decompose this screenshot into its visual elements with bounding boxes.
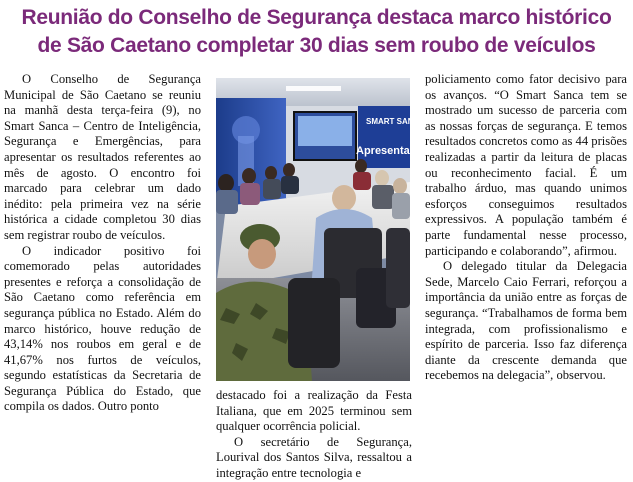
meeting-photo — [216, 78, 426, 381]
article-column-2 — [216, 388, 412, 482]
headline-line-1: Reunião do Conselho de Segurança destaca marco histórico — [21, 6, 612, 29]
paragraph: policiamento como fator decisivo para os avanços. “O Smart Sanca tem se mostrado um sucesso de parceria com as nossas forças de segurança. E temos resultados concretos como as 44 prisões realizadas a partir da leitura de placas ou reconhecimento facial. É um trabalho árduo, mas quando unimos esforços conseguimos resultados expressivos. A população também é parte fundamental nesse processo, participando e colaborando”, afirmou. — [425, 72, 627, 258]
paragraph: O delegado titular da Delegacia Sede, Marcelo Caio Ferrari, reforçou a importância da união entre as forças de segurança. “Trabalhamos de forma bem integrada, com profissionalismo e espírito de parceria. Isso faz diferença diante da crescente demanda que recebemos na delegacia”, observou. — [425, 259, 627, 383]
svg-text:Apresentaç: Apresentaç — [356, 145, 416, 157]
article-column-1 — [4, 72, 201, 415]
article-column-3 — [425, 72, 627, 384]
headline — [0, 4, 633, 60]
paragraph: O secretário de Segurança, Lourival dos Santos Silva, ressaltou a integração entre tecnologia e — [216, 434, 412, 480]
paragraph: O Conselho de Segurança Municipal de São Caetano se reuniu na manhã desta terça-feira (9), no Smart Sanca – Centro de Inteligência, Segurança e Emergências, para apresentar os resultados referentes ao mês de agosto. O encontro foi marcado para celebrar um dado inédito: pela primeira vez na série histórica a cidade completou 30 dias sem registrar roubo de veículos. — [4, 72, 201, 242]
paragraph: destacado foi a realização da Festa Italiana, que em 2025 terminou sem qualquer ocorrência policial. — [216, 388, 412, 434]
svg-text:SMART SANCA: SMART SANCA — [366, 117, 426, 126]
meeting-photo-image — [216, 78, 426, 381]
paragraph: O indicador positivo foi comemorado pelas autoridades presentes e reforça a consolidação de São Caetano como referência em segurança pública no Estado. Além do marco histórico, houve redução de 43,14% nos roubos em geral e de 41,67% nos furtos de veículos, segundo estatísticas da Secretaria de Segurança Pública do Estado, que compila os dados. Outro ponto — [4, 243, 201, 414]
headline-line-2: de São Caetano completar 30 dias sem roubo de veículos — [37, 34, 596, 57]
